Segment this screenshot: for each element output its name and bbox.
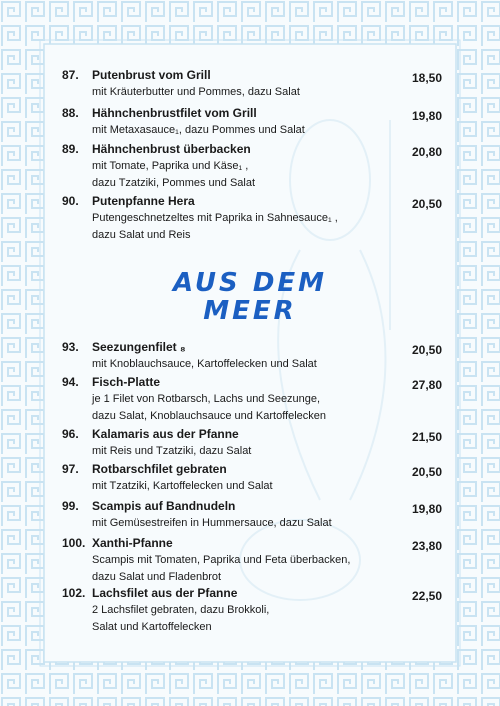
- item-name: Hähnchenbrustfilet vom Grill: [92, 106, 257, 120]
- item-price: 18,50: [411, 71, 442, 85]
- item-price: 20,80: [411, 145, 442, 159]
- item-description: je 1 Filet von Rotbarsch, Lachs und Seezunge, dazu Salat, Knoblauchsauce und Kartoffelecken: [92, 393, 327, 422]
- item-description: Scampis mit Tomaten, Paprika und Feta überbacken, dazu Salat und Fladenbrot: [92, 554, 351, 583]
- item-number: 93.: [62, 340, 79, 354]
- item-price: 20,50: [411, 465, 442, 479]
- section-heading-line1: AUS DEM: [172, 268, 328, 298]
- item-name: Xanthi-Pfanne: [92, 536, 173, 550]
- section-heading-line2: MEER: [203, 296, 297, 326]
- item-name: Rotbarschfilet gebraten: [92, 462, 227, 476]
- menu-item: [62, 375, 442, 427]
- menu-item: [62, 536, 442, 588]
- item-price: 19,80: [411, 109, 442, 123]
- item-price: 21,50: [411, 430, 442, 444]
- item-description: 2 Lachsfilet gebraten, dazu Brokkoli, Salat und Kartoffelecken: [92, 604, 270, 633]
- menu-item: [62, 340, 442, 380]
- item-number: 94.: [62, 375, 79, 389]
- item-description: mit Knoblauchsauce, Kartoffelecken und Salat: [92, 358, 317, 370]
- item-name: Putenpfanne Hera: [92, 194, 195, 208]
- menu-item: [62, 194, 442, 246]
- item-description: Putengeschnetzeltes mit Paprika in Sahnesauce₁ , dazu Salat und Reis: [92, 212, 338, 241]
- menu-item: [62, 586, 442, 638]
- item-name: Lachsfilet aus der Pfanne: [92, 586, 238, 600]
- item-number: 90.: [62, 194, 79, 208]
- item-name: Putenbrust vom Grill: [92, 68, 211, 82]
- item-price: 22,50: [411, 589, 442, 603]
- item-name: Hähnchenbrust überbacken: [92, 142, 251, 156]
- menu-item: [62, 499, 442, 539]
- item-number: 100.: [62, 536, 86, 550]
- menu-item: [62, 68, 442, 108]
- menu-item: [62, 427, 442, 467]
- item-name: Scampis auf Bandnudeln: [92, 499, 236, 513]
- item-number: 88.: [62, 106, 79, 120]
- item-description: mit Reis und Tzatziki, dazu Salat: [92, 445, 252, 457]
- item-price: 19,80: [411, 502, 442, 516]
- item-description: mit Metaxasauce₁, dazu Pommes und Salat: [92, 124, 305, 136]
- item-price: 20,50: [411, 343, 442, 357]
- item-number: 102.: [62, 586, 86, 600]
- item-price: 23,80: [411, 539, 442, 553]
- item-number: 96.: [62, 427, 79, 441]
- item-number: 97.: [62, 462, 79, 476]
- item-description: mit Tzatziki, Kartoffelecken und Salat: [92, 480, 273, 492]
- item-description: mit Gemüsestreifen in Hummersauce, dazu Salat: [92, 517, 332, 529]
- item-name: Seezungenfilet ₈: [92, 340, 186, 354]
- menu-item: [62, 106, 442, 146]
- menu-item: [62, 462, 442, 502]
- item-description: mit Tomate, Paprika und Käse₁ , dazu Tzatziki, Pommes und Salat: [92, 160, 256, 189]
- item-number: 89.: [62, 142, 79, 156]
- item-number: 87.: [62, 68, 79, 82]
- item-price: 20,50: [411, 197, 442, 211]
- item-number: 99.: [62, 499, 79, 513]
- item-description: mit Kräuterbutter und Pommes, dazu Salat: [92, 86, 300, 98]
- item-name: Kalamaris aus der Pfanne: [92, 427, 239, 441]
- item-price: 27,80: [411, 378, 442, 392]
- menu-item: [62, 142, 442, 194]
- item-name: Fisch-Platte: [92, 375, 161, 389]
